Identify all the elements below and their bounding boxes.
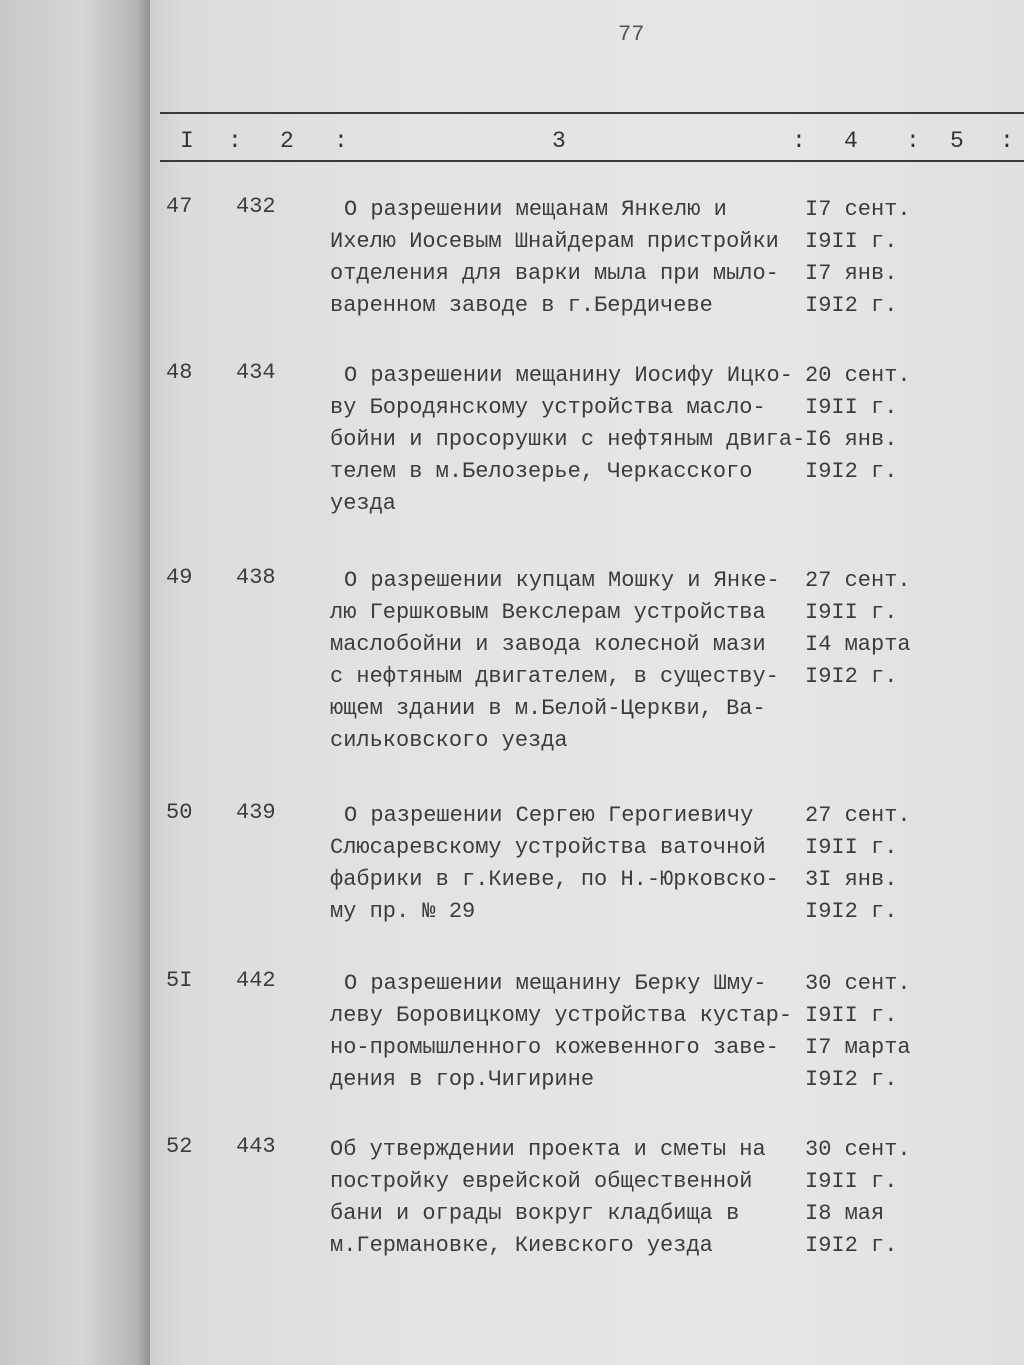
entry-title bbox=[330, 800, 810, 928]
date-line: I9I2 г. bbox=[805, 899, 898, 924]
date-line: I4 марта bbox=[805, 632, 911, 657]
entry-title bbox=[330, 194, 810, 322]
entry-title bbox=[330, 968, 810, 1096]
date-line: I9II г. bbox=[805, 1169, 898, 1194]
date-line: I7 янв. bbox=[805, 261, 898, 286]
title-line: О разрешении купцам Мошку и Янке- bbox=[344, 568, 780, 593]
column-separator: : bbox=[228, 128, 242, 154]
title-line: телем в м.Белозерье, Черкасского bbox=[330, 459, 753, 484]
date-line: I9II г. bbox=[805, 1003, 898, 1028]
title-line: ву Бородянскому устройства масло- bbox=[330, 395, 766, 420]
title-line: бани и ограды вокруг кладбища в bbox=[330, 1201, 740, 1226]
title-line: О разрешении мещанам Янкелю и bbox=[344, 197, 727, 222]
date-line: I8 мая bbox=[805, 1201, 885, 1226]
header-rule-top bbox=[160, 112, 1024, 114]
date-line: 30 сент. bbox=[805, 1137, 911, 1162]
date-line: I9I2 г. bbox=[805, 459, 898, 484]
title-line: О разрешении мещанину Иосифу Ицко- bbox=[344, 363, 793, 388]
title-line: бойни и просорушки с нефтяным двига- bbox=[330, 427, 806, 452]
title-line: Слюсаревскому устройства ваточной bbox=[330, 835, 766, 860]
title-line: леву Боровицкому устройства кустар- bbox=[330, 1003, 793, 1028]
title-line: му пр. № 29 bbox=[330, 899, 476, 924]
entry-title bbox=[330, 360, 810, 520]
column-header-1: I bbox=[180, 128, 194, 154]
date-line: I9I2 г. bbox=[805, 1067, 898, 1092]
column-header-3: 3 bbox=[552, 128, 566, 154]
title-line: маслобойни и завода колесной мази bbox=[330, 632, 766, 657]
column-separator: : bbox=[906, 128, 920, 154]
date-line: I6 янв. bbox=[805, 427, 898, 452]
entry-title bbox=[330, 565, 810, 757]
date-line: I9II г. bbox=[805, 835, 898, 860]
title-line: с нефтяным двигателем, в существу- bbox=[330, 664, 779, 689]
file-number: 434 bbox=[236, 360, 276, 385]
title-line: варенном заводе в г.Бердичеве bbox=[330, 293, 713, 318]
entry-dates bbox=[805, 360, 911, 488]
date-line: I9I2 г. bbox=[805, 664, 898, 689]
entry-number: 5I bbox=[166, 968, 193, 993]
entry-number: 50 bbox=[166, 800, 193, 825]
column-separator: : bbox=[334, 128, 348, 154]
date-line: 30 сент. bbox=[805, 971, 911, 996]
entry-dates bbox=[805, 194, 911, 322]
header-rule-bottom bbox=[160, 160, 1024, 162]
entry-number: 52 bbox=[166, 1134, 193, 1159]
column-header-2: 2 bbox=[280, 128, 294, 154]
date-line: 3I янв. bbox=[805, 867, 898, 892]
date-line: 27 сент. bbox=[805, 568, 911, 593]
file-number: 432 bbox=[236, 194, 276, 219]
date-line: 20 сент. bbox=[805, 363, 911, 388]
entry-dates bbox=[805, 800, 911, 928]
column-separator: : bbox=[1000, 128, 1014, 154]
left-page-edge bbox=[0, 0, 150, 1365]
title-line: постройку еврейской общественной bbox=[330, 1169, 753, 1194]
file-number: 438 bbox=[236, 565, 276, 590]
date-line: 27 сент. bbox=[805, 803, 911, 828]
title-line: отделения для варки мыла при мыло- bbox=[330, 261, 779, 286]
title-line: О разрешении мещанину Берку Шму- bbox=[344, 971, 767, 996]
entry-number: 48 bbox=[166, 360, 193, 385]
date-line: I9I2 г. bbox=[805, 1233, 898, 1258]
file-number: 443 bbox=[236, 1134, 276, 1159]
entry-number: 47 bbox=[166, 194, 193, 219]
date-line: I7 сент. bbox=[805, 197, 911, 222]
date-line: I9I2 г. bbox=[805, 293, 898, 318]
title-line: О разрешении Сергею Герогиевичу bbox=[344, 803, 754, 828]
title-line: Об утверждении проекта и сметы на bbox=[330, 1137, 766, 1162]
title-line: лю Гершковым Векслерам устройства bbox=[330, 600, 766, 625]
entry-number: 49 bbox=[166, 565, 193, 590]
title-line: сильковского уезда bbox=[330, 728, 568, 753]
file-number: 442 bbox=[236, 968, 276, 993]
title-line: ющем здании в м.Белой-Церкви, Ва- bbox=[330, 696, 766, 721]
title-line: Ихелю Иосевым Шнайдерам пристройки bbox=[330, 229, 779, 254]
entry-dates bbox=[805, 968, 911, 1096]
title-line: но-промышленного кожевенного заве- bbox=[330, 1035, 779, 1060]
file-number: 439 bbox=[236, 800, 276, 825]
entry-title bbox=[330, 1134, 810, 1262]
column-separator: : bbox=[792, 128, 806, 154]
entry-dates bbox=[805, 1134, 911, 1262]
title-line: уезда bbox=[330, 491, 397, 516]
date-line: I9II г. bbox=[805, 395, 898, 420]
page-number: 77 bbox=[618, 22, 645, 47]
date-line: I9II г. bbox=[805, 600, 898, 625]
column-header-4: 4 bbox=[844, 128, 858, 154]
title-line: м.Германовке, Киевского уезда bbox=[330, 1233, 713, 1258]
date-line: I9II г. bbox=[805, 229, 898, 254]
date-line: I7 марта bbox=[805, 1035, 911, 1060]
title-line: фабрики в г.Киеве, по Н.-Юрковско- bbox=[330, 867, 779, 892]
title-line: дения в гор.Чигирине bbox=[330, 1067, 595, 1092]
column-header-5: 5 bbox=[950, 128, 964, 154]
entry-dates bbox=[805, 565, 911, 693]
document-page bbox=[150, 0, 1024, 1365]
